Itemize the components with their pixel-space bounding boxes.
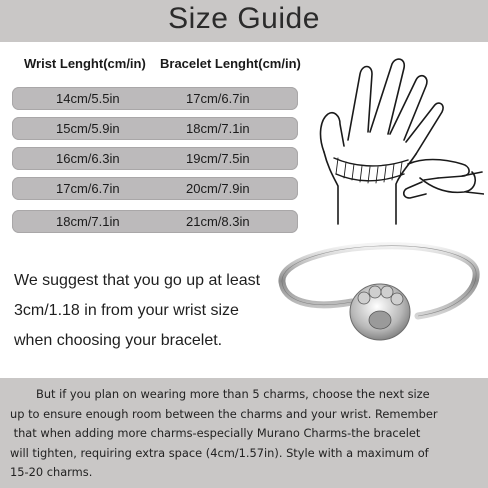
page-title: Size Guide bbox=[168, 2, 320, 35]
size-row bbox=[12, 117, 298, 140]
charms-note bbox=[10, 385, 484, 483]
size-suggestion bbox=[14, 266, 264, 356]
size-row bbox=[12, 177, 298, 200]
note-line: But if you plan on wearing more than 5 charms, choose the next size bbox=[36, 387, 430, 401]
wrist-column-header: Wrist Lenght(cm/in) bbox=[24, 56, 146, 71]
paw-clasp-bracelet-image bbox=[268, 230, 486, 350]
bracelet-size-cell: 19cm/7.5in bbox=[186, 151, 250, 166]
suggestion-line: when choosing your bracelet. bbox=[14, 332, 223, 349]
note-line: up to ensure enough room between the charms and your wrist. Remember bbox=[10, 406, 438, 421]
bracelet-size-cell: 17cm/6.7in bbox=[186, 91, 250, 106]
wrist-size-cell: 17cm/6.7in bbox=[56, 181, 120, 196]
suggestion-line: We suggest that you go up at least bbox=[14, 272, 261, 289]
wrist-size-cell: 14cm/5.5in bbox=[56, 91, 120, 106]
bracelet-size-cell: 18cm/7.1in bbox=[186, 121, 250, 136]
bracelet-size-cell: 21cm/8.3in bbox=[186, 214, 250, 229]
note-line: that when adding more charms-especially Murano Charms-the bracelet bbox=[10, 426, 421, 440]
wrist-size-cell: 18cm/7.1in bbox=[56, 214, 120, 229]
size-row bbox=[12, 87, 298, 110]
wrist-size-cell: 16cm/6.3in bbox=[56, 151, 120, 166]
note-line: 15-20 charms. bbox=[10, 465, 93, 479]
bracelet-column-header: Bracelet Lenght(cm/in) bbox=[160, 56, 301, 71]
wrist-size-cell: 15cm/5.9in bbox=[56, 121, 120, 136]
note-line: will tighten, requiring extra space (4cm/1.57in). Style with a maximum of bbox=[10, 445, 429, 460]
size-row bbox=[12, 210, 298, 233]
bracelet-size-cell: 20cm/7.9in bbox=[186, 181, 250, 196]
suggestion-line: 3cm/1.18 in from your wrist size bbox=[14, 302, 239, 319]
size-row bbox=[12, 147, 298, 170]
